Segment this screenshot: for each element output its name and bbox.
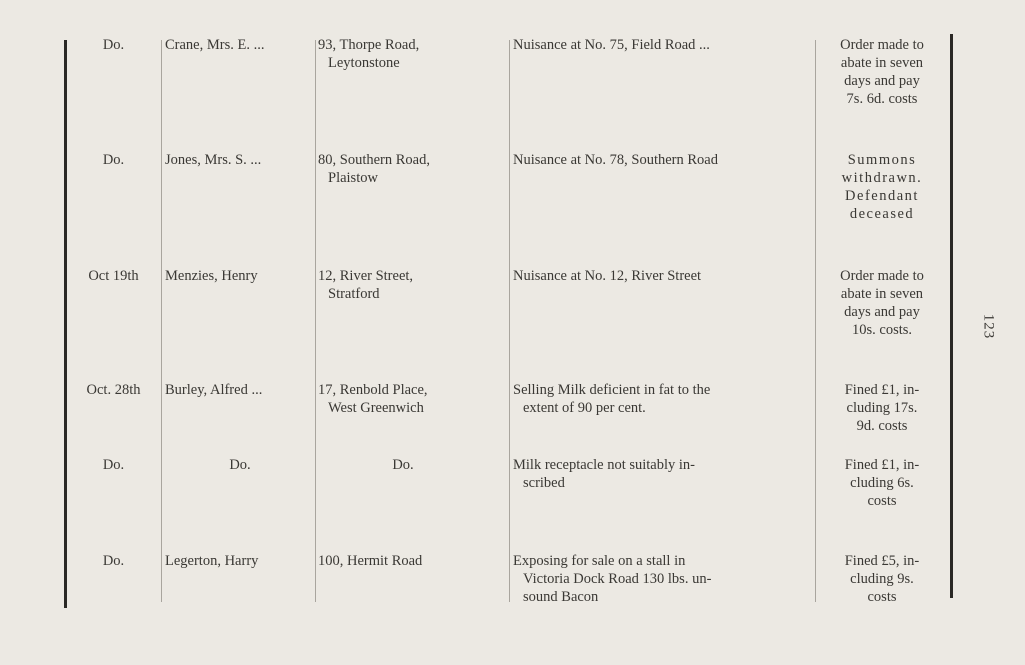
page-number: 123 [980, 313, 997, 340]
row-date: Do. [102, 553, 125, 569]
row-offence: Nuisance at No. 78, Southern Road [513, 152, 718, 168]
row-result: Summons withdrawn. Defendant deceased [841, 152, 923, 222]
row-date: Do. [102, 152, 125, 168]
row-name: Do. [229, 457, 251, 473]
row-offence: Nuisance at No. 12, River Street [513, 268, 702, 284]
row-name: Legerton, Harry [165, 553, 259, 569]
row-date: Oct 19th [88, 268, 139, 284]
row-offence: Selling Milk deficient in fat to the extent of 90 per cent. [513, 382, 711, 416]
column-divider [815, 40, 816, 602]
row-result: Fined £5, in- cluding 9s. costs [844, 553, 920, 605]
row-address: 17, Renbold Place, West Greenwich [318, 382, 428, 416]
row-address: Do. [392, 457, 414, 473]
row-name: Crane, Mrs. E. ... [165, 37, 265, 53]
column-divider [315, 40, 316, 602]
row-address: 80, Southern Road, Plaistow [318, 152, 430, 186]
row-result: Order made to abate in seven days and pay 7s. 6d. costs [840, 37, 924, 107]
row-result: Order made to abate in seven days and pay 10s. costs. [840, 268, 924, 338]
row-date: Do. [102, 37, 125, 53]
row-offence: Milk receptacle not suitably in- scribed [513, 457, 696, 491]
table-right-border [950, 34, 953, 598]
row-address: 93, Thorpe Road, Leytonstone [318, 37, 420, 71]
row-address: 12, River Street, Stratford [318, 268, 414, 302]
row-name: Burley, Alfred ... [165, 382, 263, 398]
column-divider [161, 40, 162, 602]
table-left-border [64, 40, 67, 608]
row-result: Fined £1, in- cluding 17s. 9d. costs [844, 382, 920, 434]
row-date: Oct. 28th [86, 382, 141, 398]
column-divider [509, 40, 510, 602]
row-name: Jones, Mrs. S. ... [165, 152, 262, 168]
row-result: Fined £1, in- cluding 6s. costs [844, 457, 920, 509]
row-address: 100, Hermit Road [318, 553, 423, 569]
row-date: Do. [102, 457, 125, 473]
row-offence: Exposing for sale on a stall in Victoria Dock Road 130 lbs. un- sound Bacon [513, 553, 712, 605]
row-offence: Nuisance at No. 75, Field Road ... [513, 37, 710, 53]
row-name: Menzies, Henry [165, 268, 258, 284]
